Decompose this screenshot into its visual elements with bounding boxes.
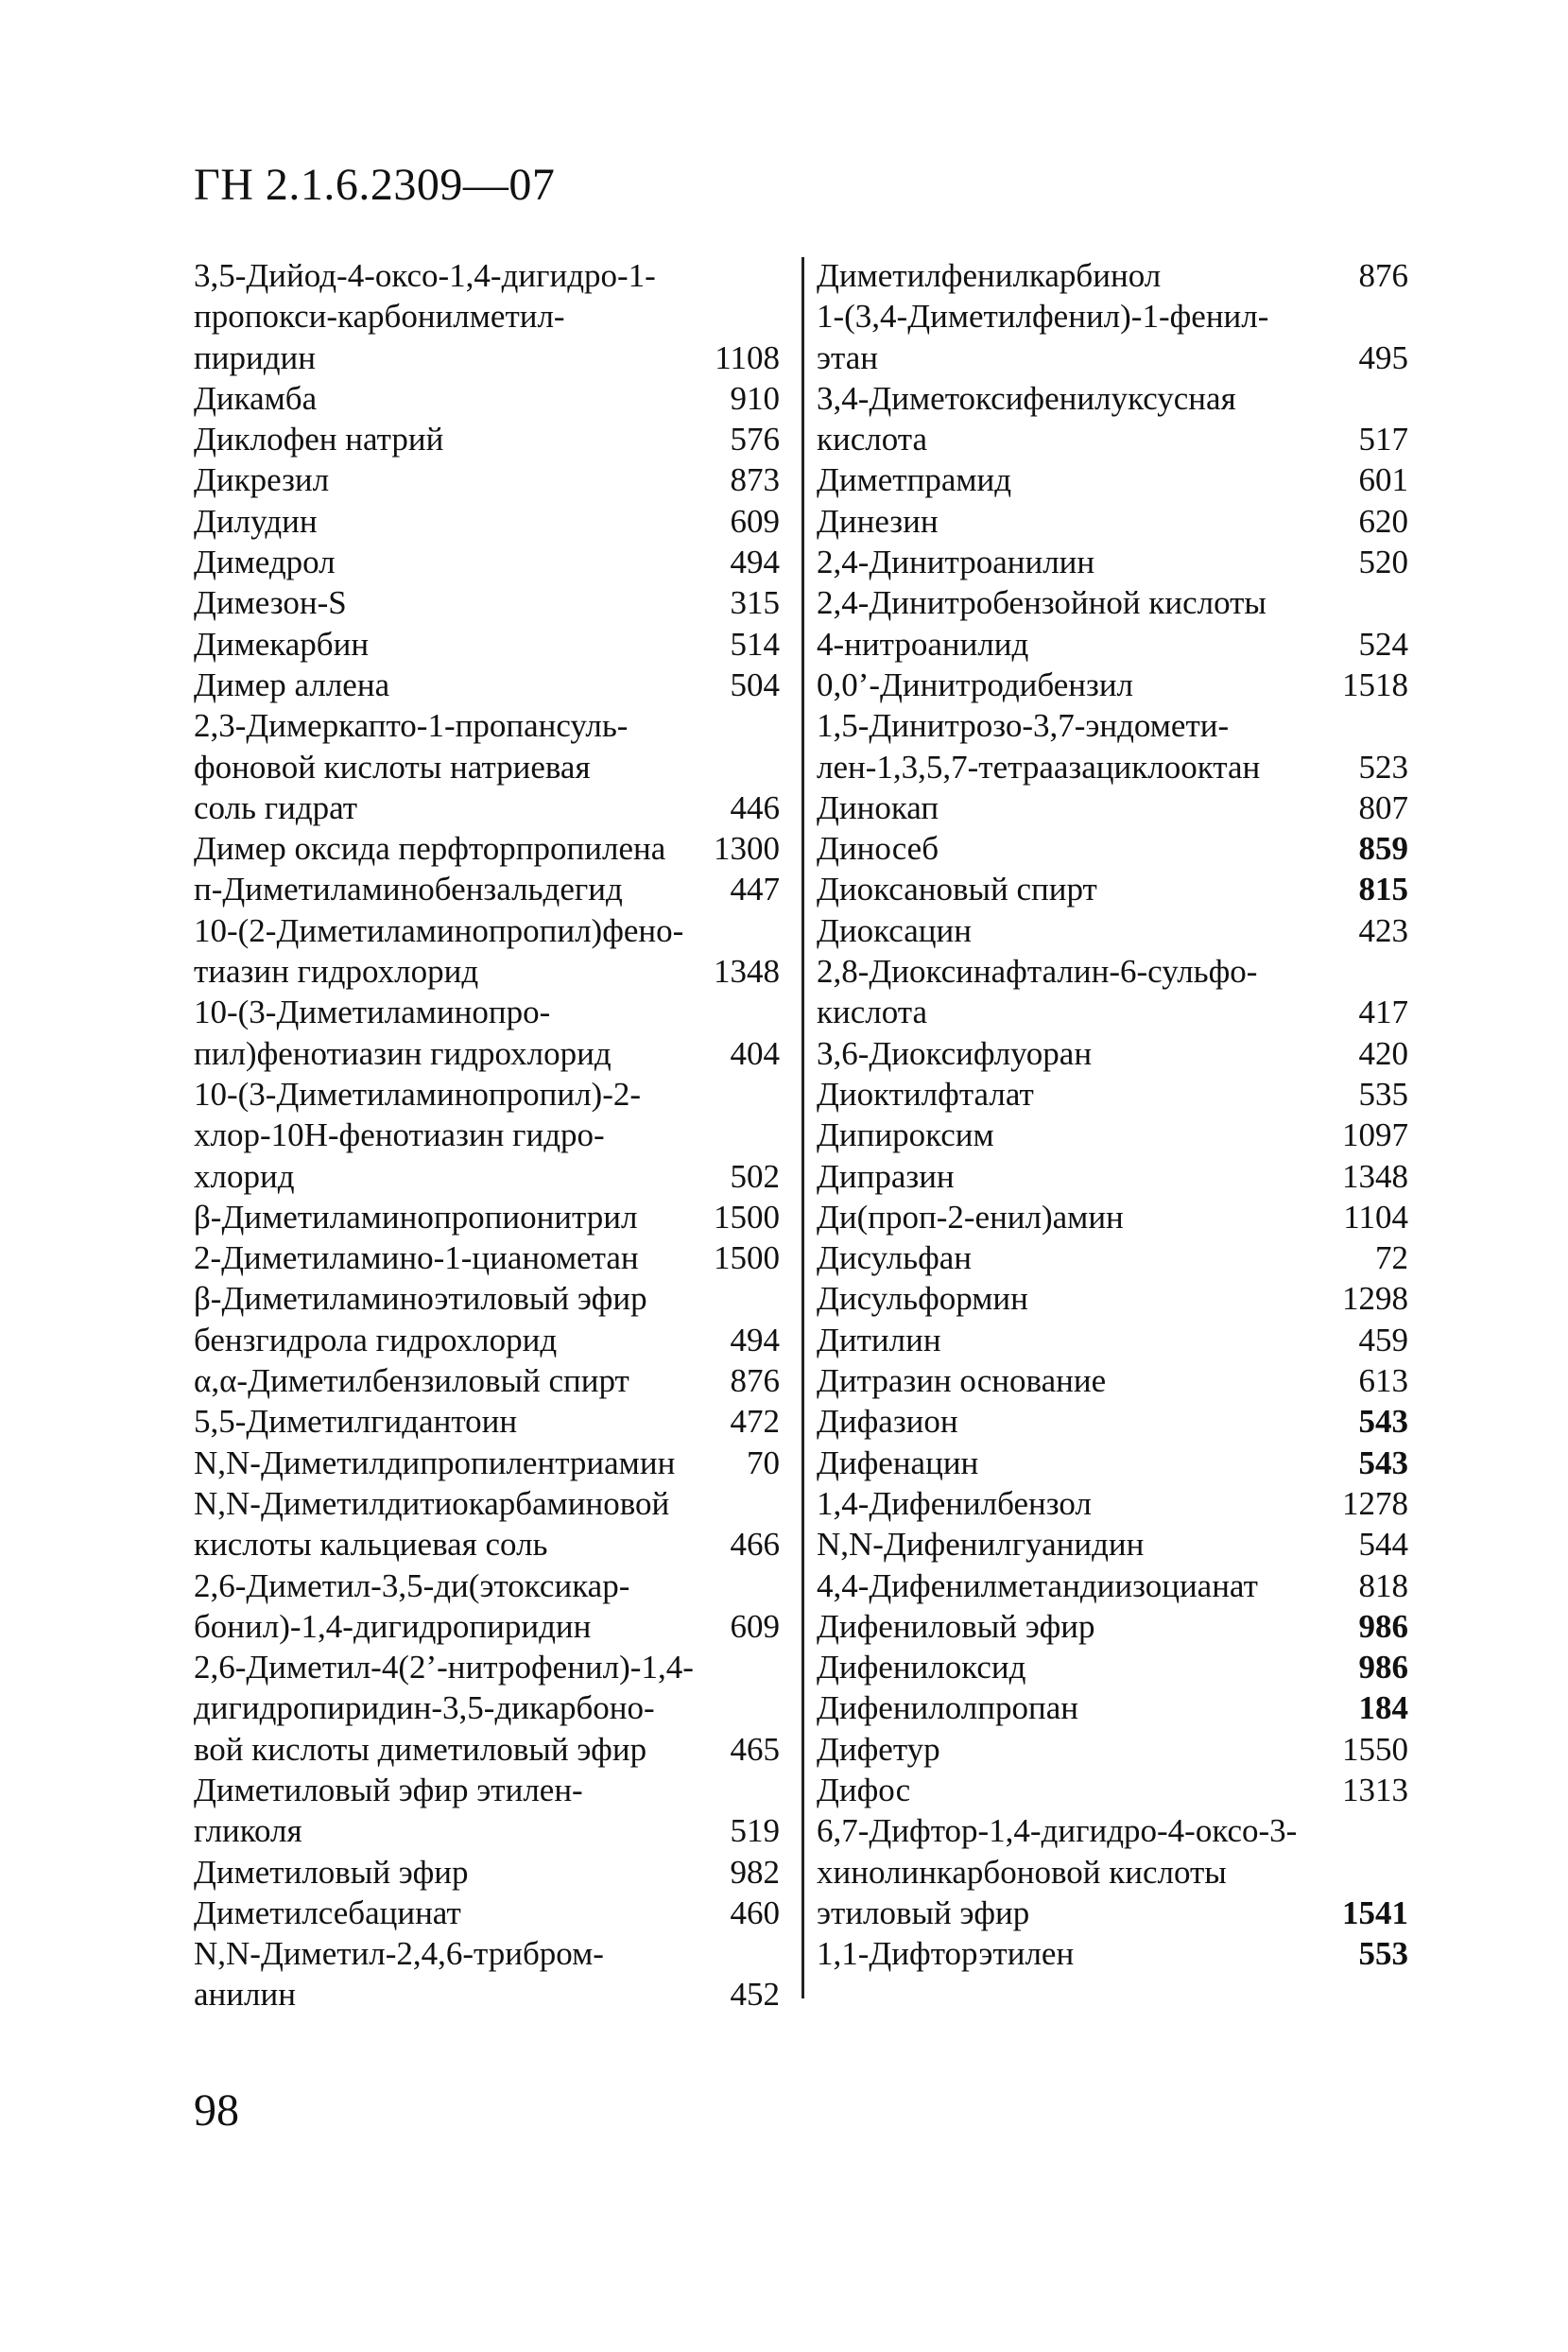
entry-page-number: 1104 (1343, 1198, 1408, 1236)
index-entry-line (194, 378, 780, 419)
entry-text: 2,6-Диметил-4(2’-нитрофенил)-1,4- (194, 1649, 694, 1686)
entry-page-number: 601 (1358, 461, 1408, 499)
entry-page-number (774, 1770, 780, 1810)
entry-page-number (774, 747, 780, 787)
entry-page-number: 1108 (715, 338, 780, 376)
index-entry-line (817, 1565, 1408, 1606)
entry-text: Дилудин (194, 502, 318, 540)
entry-page-number: 876 (730, 1362, 780, 1400)
entry-page-number: 446 (730, 788, 780, 826)
entry-page-number: 459 (1358, 1321, 1408, 1358)
entry-page-number (774, 1115, 780, 1155)
index-entry-line (194, 1933, 780, 1974)
entry-text: хлор-10Н-фенотиазин гидро- (194, 1116, 605, 1154)
index-entry-line (817, 1360, 1408, 1401)
entry-page-number: 315 (730, 584, 780, 622)
entry-page-number: 404 (730, 1034, 780, 1072)
entry-text: Дитилин (817, 1321, 941, 1358)
entry-text: Дикамба (194, 379, 318, 417)
entry-page-number: 1518 (1342, 666, 1408, 703)
entry-text: 1,1-Дифторэтилен (817, 1935, 1075, 1973)
entry-page-number (774, 992, 780, 1032)
entry-text: 2,4-Динитробензойной кислоты (817, 584, 1266, 622)
index-entry-line (194, 1033, 780, 1074)
index-entry-line (817, 582, 1408, 623)
index-entry-line (194, 951, 780, 992)
entry-page-number: 818 (1358, 1566, 1408, 1604)
entry-page-number: 472 (730, 1403, 780, 1441)
entry-text: 4,4-Дифенилметандиизоцианат (817, 1566, 1258, 1604)
index-entry-line (194, 1443, 780, 1483)
entry-page-number: 494 (730, 1321, 780, 1358)
entry-text: кислота (817, 421, 928, 458)
index-entry-line (817, 1033, 1408, 1074)
index-entry-line (194, 459, 780, 500)
entry-text: 3,6-Диоксифлуоран (817, 1034, 1093, 1072)
entry-page-number: 1300 (714, 830, 780, 868)
index-entry-line (194, 1156, 780, 1197)
entry-page-number: 1550 (1342, 1730, 1408, 1768)
entry-text: 10-(3-Диметиламинопро- (194, 994, 551, 1031)
entry-page-number (1403, 1810, 1408, 1851)
index-entry-line (194, 1687, 780, 1728)
index-entry-line (817, 1647, 1408, 1687)
entry-page-number: 1097 (1342, 1116, 1408, 1154)
entry-text: кислота (817, 994, 928, 1031)
entry-page-number: 494 (730, 544, 780, 581)
entry-text: Димедрол (194, 544, 336, 581)
index-entry-line (817, 747, 1408, 787)
entry-page-number: 1313 (1342, 1771, 1408, 1808)
entry-text: Димезон-S (194, 584, 347, 622)
entry-page-number: 609 (730, 1607, 780, 1645)
entry-text: хлорид (194, 1157, 295, 1195)
index-entry-line (817, 296, 1408, 337)
entry-page-number: 184 (1358, 1689, 1408, 1727)
entry-page-number: 873 (730, 461, 780, 499)
entry-text: Дипразин (817, 1157, 955, 1195)
index-entry-line (194, 1565, 780, 1606)
entry-text: 5,5-Диметилгидантоин (194, 1403, 518, 1441)
index-entry-line (194, 1893, 780, 1933)
entry-text: 1-(3,4-Диметилфенил)-1-фенил- (817, 298, 1269, 336)
index-entry-line (817, 542, 1408, 582)
entry-text: Ди(проп-2-енил)амин (817, 1198, 1124, 1236)
entry-page-number (774, 910, 780, 951)
entry-text: хинолинкарбоновой кислоты (817, 1853, 1227, 1891)
entry-text: N,N-Диметил-2,4,6-трибром- (194, 1935, 604, 1973)
entry-page-number: 543 (1358, 1403, 1408, 1441)
index-entry-line (194, 1197, 780, 1237)
index-entry-line (194, 1320, 780, 1360)
entry-text: 1,5-Динитрозо-3,7-эндомети- (817, 707, 1230, 745)
entry-text: Диоксановый спирт (817, 871, 1097, 908)
entry-text: Дифенилоксид (817, 1649, 1026, 1686)
entry-page-number: 524 (1358, 625, 1408, 663)
index-entry-line (194, 1647, 780, 1687)
entry-page-number: 815 (1358, 871, 1408, 908)
index-entry-line (817, 1401, 1408, 1442)
index-entry-line (817, 1197, 1408, 1237)
index-entry-line (194, 1524, 780, 1565)
entry-page-number: 420 (1358, 1034, 1408, 1072)
entry-page-number: 502 (730, 1157, 780, 1195)
entry-page-number: 553 (1358, 1935, 1408, 1973)
entry-page-number (774, 1933, 780, 1974)
index-entry-line (194, 296, 780, 337)
entry-text: тиазин гидрохлорид (194, 953, 479, 991)
entry-page-number: 465 (730, 1730, 780, 1768)
entry-page-number (774, 1278, 780, 1319)
index-entry-line (817, 1810, 1408, 1851)
entry-text: лен-1,3,5,7-тетраазациклооктан (817, 748, 1261, 786)
entry-page-number: 517 (1358, 421, 1408, 458)
entry-page-number: 447 (730, 871, 780, 908)
entry-page-number: 72 (1375, 1239, 1408, 1277)
entry-text: Дифазион (817, 1403, 958, 1441)
entry-page-number (774, 1565, 780, 1606)
entry-text: пил)фенотиазин гидрохлорид (194, 1034, 612, 1072)
entry-page-number: 520 (1358, 544, 1408, 581)
entry-page-number (774, 1687, 780, 1728)
index-column-left (194, 255, 780, 2015)
index-entry-line (817, 828, 1408, 869)
entry-text: кислоты кальциевая соль (194, 1526, 548, 1564)
entry-text: 2,4-Динитроанилин (817, 544, 1095, 581)
entry-page-number (1403, 296, 1408, 337)
entry-text: Диклофен натрий (194, 421, 444, 458)
entry-page-number: 523 (1358, 748, 1408, 786)
entry-text: β-Диметиламиноэтиловый эфир (194, 1280, 647, 1318)
entry-text: Диоксацин (817, 911, 972, 949)
entry-text: Дипироксим (817, 1116, 994, 1154)
index-entry-line (194, 1483, 780, 1524)
index-entry-line (817, 1606, 1408, 1647)
entry-page-number: 1541 (1342, 1894, 1408, 1931)
entry-page-number: 504 (730, 666, 780, 703)
index-entry-line (194, 1974, 780, 2015)
entry-page-number: 986 (1358, 1607, 1408, 1645)
index-entry-line (817, 1115, 1408, 1155)
index-entry-line (817, 910, 1408, 951)
entry-page-number (774, 296, 780, 337)
entry-page-number (1403, 951, 1408, 992)
entry-text: Димер аллена (194, 666, 390, 703)
entry-text: N,N-Диметилдипропилентриамин (194, 1444, 676, 1481)
index-entry-line (817, 787, 1408, 828)
entry-page-number (774, 705, 780, 746)
index-entry-line (817, 1729, 1408, 1770)
entry-text: Диоктилфталат (817, 1075, 1034, 1113)
entry-text: Диносеб (817, 830, 939, 868)
index-entry-line (817, 951, 1408, 992)
index-entry-line (817, 1237, 1408, 1278)
entry-page-number: 859 (1358, 830, 1408, 868)
index-entry-line (817, 1443, 1408, 1483)
index-entry-line (194, 992, 780, 1032)
index-entry-line (194, 910, 780, 951)
entry-page-number: 466 (730, 1526, 780, 1564)
entry-text: Дитразин основание (817, 1362, 1107, 1400)
column-divider (801, 257, 804, 1998)
index-entry-line (194, 1237, 780, 1278)
index-entry-line (194, 1115, 780, 1155)
entry-text: вой кислоты диметиловый эфир (194, 1730, 647, 1768)
entry-page-number: 514 (730, 625, 780, 663)
entry-page-number: 544 (1358, 1526, 1408, 1564)
entry-page-number: 1348 (1342, 1157, 1408, 1195)
index-entry-line (817, 1156, 1408, 1197)
entry-text: Диметиловый эфир (194, 1853, 469, 1891)
entry-page-number: 807 (1358, 788, 1408, 826)
index-entry-line (194, 501, 780, 542)
entry-text: 2,8-Диоксинафталин-6-сульфо- (817, 953, 1258, 991)
index-entry-line (817, 1074, 1408, 1115)
entry-text: соль гидрат (194, 788, 358, 826)
entry-text: 6,7-Дифтор-1,4-дигидро-4-оксо-3- (817, 1812, 1298, 1850)
entry-page-number (1403, 1852, 1408, 1893)
entry-page-number (774, 1483, 780, 1524)
index-entry-line (817, 1852, 1408, 1893)
entry-text: Диметиловый эфир этилен- (194, 1771, 583, 1808)
entry-text: Диметилфенилкарбинол (817, 257, 1162, 294)
entry-page-number: 535 (1358, 1075, 1408, 1113)
index-column-right (817, 255, 1408, 1974)
entry-page-number (774, 1074, 780, 1115)
index-entry-line (817, 1483, 1408, 1524)
entry-text: пиридин (194, 338, 316, 376)
index-entry-line (817, 501, 1408, 542)
index-entry-line (194, 747, 780, 787)
index-entry-line (194, 1606, 780, 1647)
page-number: 98 (194, 2085, 239, 2136)
index-entry-line (194, 1810, 780, 1851)
entry-text: 10-(2-Диметиламинопропил)фено- (194, 911, 684, 949)
entry-page-number: 519 (730, 1812, 780, 1850)
entry-page-number: 620 (1358, 502, 1408, 540)
entry-text: Дисульформин (817, 1280, 1028, 1318)
index-entry-line (817, 624, 1408, 665)
entry-text: фоновой кислоты натриевая (194, 748, 591, 786)
entry-page-number (774, 255, 780, 296)
entry-text: Диметилсебацинат (194, 1894, 461, 1931)
index-entry-line (817, 378, 1408, 419)
index-entry-line (817, 1524, 1408, 1565)
index-entry-line (817, 1687, 1408, 1728)
entry-text: бонил)-1,4-дигидропиридин (194, 1607, 592, 1645)
entry-text: Димер оксида перфторпропилена (194, 830, 666, 868)
index-entry-line (817, 992, 1408, 1032)
entry-text: этан (817, 338, 879, 376)
index-entry-line (194, 828, 780, 869)
index-entry-line (194, 582, 780, 623)
entry-page-number: 613 (1358, 1362, 1408, 1400)
entry-text: 4-нитроанилид (817, 625, 1029, 663)
index-entry-line (194, 869, 780, 909)
entry-text: 2-Диметиламино-1-цианометан (194, 1239, 639, 1277)
entry-text: Димекарбин (194, 625, 370, 663)
entry-text: 2,6-Диметил-3,5-ди(этоксикар- (194, 1566, 630, 1604)
index-entry-line (817, 1320, 1408, 1360)
entry-page-number: 543 (1358, 1444, 1408, 1481)
index-entry-line (817, 1933, 1408, 1974)
index-entry-line (817, 255, 1408, 296)
index-entry-line (817, 459, 1408, 500)
entry-text: гликоля (194, 1812, 302, 1850)
entry-text: п-Диметиламинобензальдегид (194, 871, 623, 908)
entry-page-number: 910 (730, 379, 780, 417)
index-entry-line (194, 1360, 780, 1401)
entry-page-number: 417 (1358, 994, 1408, 1031)
running-header: ГН 2.1.6.2309—07 (194, 160, 556, 210)
entry-text: Динезин (817, 502, 939, 540)
index-entry-line (194, 665, 780, 705)
entry-page-number: 495 (1358, 338, 1408, 376)
index-entry-line (194, 1729, 780, 1770)
index-entry-line (194, 1401, 780, 1442)
entry-page-number: 1500 (714, 1239, 780, 1277)
index-entry-line (194, 624, 780, 665)
index-entry-line (194, 787, 780, 828)
entry-text: 3,4-Диметоксифенилуксусная (817, 379, 1236, 417)
index-entry-line (194, 255, 780, 296)
index-entry-line (817, 419, 1408, 459)
entry-text: 1,4-Дифенилбензол (817, 1484, 1092, 1522)
entry-text: Дикрезил (194, 461, 330, 499)
entry-page-number (774, 1647, 780, 1687)
entry-page-number: 460 (730, 1894, 780, 1931)
index-entry-line (194, 337, 780, 378)
index-entry-line (194, 705, 780, 746)
entry-page-number (1403, 705, 1408, 746)
entry-page-number: 986 (1358, 1649, 1408, 1686)
entry-page-number: 609 (730, 502, 780, 540)
entry-text: бензгидрола гидрохлорид (194, 1321, 558, 1358)
index-entry-line (194, 419, 780, 459)
entry-page-number: 1298 (1342, 1280, 1408, 1318)
entry-text: 3,5-Дийод-4-оксо-1,4-дигидро-1- (194, 257, 656, 294)
entry-page-number: 1348 (714, 953, 780, 991)
entry-page-number: 982 (730, 1853, 780, 1891)
entry-text: этиловый эфир (817, 1894, 1030, 1931)
entry-text: Дифениловый эфир (817, 1607, 1095, 1645)
entry-text: α,α-Диметилбензиловый спирт (194, 1362, 629, 1400)
entry-text: Дифетур (817, 1730, 940, 1768)
index-entry-line (817, 337, 1408, 378)
entry-page-number: 876 (1358, 257, 1408, 294)
index-entry-line (194, 1074, 780, 1115)
index-entry-line (817, 1278, 1408, 1319)
entry-page-number (1403, 582, 1408, 623)
entry-text: пропокси-карбонилметил- (194, 298, 565, 336)
entry-text: β-Диметиламинопропионитрил (194, 1198, 638, 1236)
entry-text: 0,0’-Динитродибензил (817, 666, 1134, 703)
index-entry-line (817, 869, 1408, 909)
entry-text: анилин (194, 1976, 296, 2014)
entry-text: Дифенилолпропан (817, 1689, 1078, 1727)
entry-text: Динокап (817, 788, 939, 826)
entry-text: 10-(3-Диметиламинопропил)-2- (194, 1075, 642, 1113)
index-entry-line (194, 1852, 780, 1893)
index-entry-line (194, 1770, 780, 1810)
entry-page-number: 1278 (1342, 1484, 1408, 1522)
entry-text: Дисульфан (817, 1239, 973, 1277)
entry-page-number: 423 (1358, 911, 1408, 949)
entry-text: N,N-Дифенилгуанидин (817, 1526, 1145, 1564)
index-entry-line (817, 665, 1408, 705)
entry-page-number: 1500 (714, 1198, 780, 1236)
entry-page-number: 452 (730, 1976, 780, 2014)
entry-text: 2,3-Димеркапто-1-пропансуль- (194, 707, 629, 745)
entry-text: Дифос (817, 1771, 911, 1808)
entry-page-number: 576 (730, 421, 780, 458)
index-entry-line (817, 1770, 1408, 1810)
entry-text: Дифенацин (817, 1444, 979, 1481)
entry-text: дигидропиридин-3,5-дикарбоно- (194, 1689, 655, 1727)
entry-text: Диметпрамид (817, 461, 1012, 499)
index-entry-line (194, 542, 780, 582)
index-entry-line (194, 1278, 780, 1319)
index-entry-line (817, 705, 1408, 746)
entry-text: N,N-Диметилдитиокарбаминовой (194, 1484, 670, 1522)
index-entry-line (817, 1893, 1408, 1933)
entry-page-number (1403, 378, 1408, 419)
entry-page-number: 70 (747, 1444, 780, 1481)
